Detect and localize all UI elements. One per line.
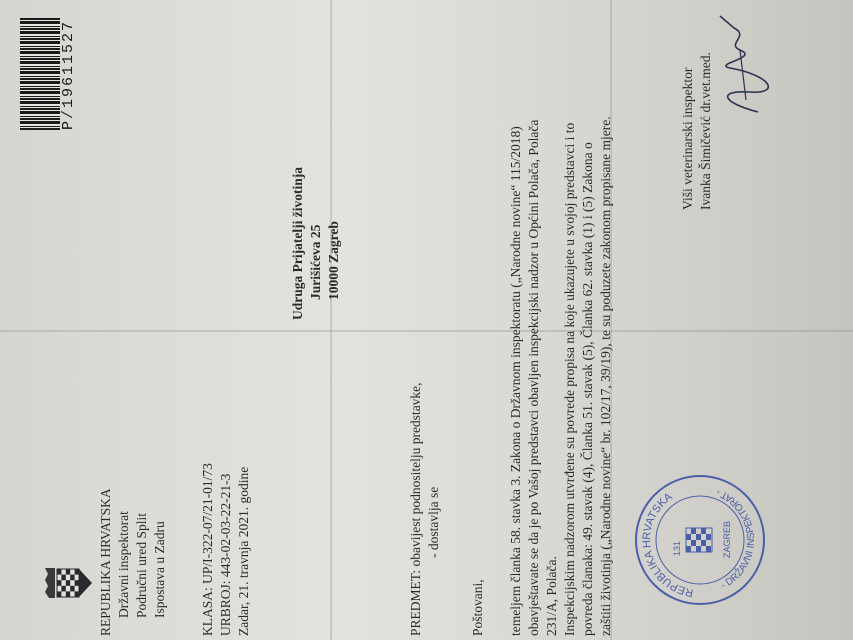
handwritten-signature — [700, 10, 780, 120]
official-stamp — [630, 470, 770, 610]
recipient-city: 10000 Zagreb — [326, 221, 341, 300]
greeting: Poštovani, — [470, 579, 485, 636]
recipient-name: Udruga Prijatelji životinja — [290, 167, 305, 320]
signatory-title: Viši veterinarski inspektor — [680, 67, 695, 210]
stamp-number: 131 — [672, 540, 682, 556]
header-branch: Ispostava u Zadru — [152, 521, 167, 618]
ref-date: Zadar, 21. travnja 2021. godine — [236, 466, 251, 636]
stamp-top-text: REPUBLIKA HRVATSKA — [640, 490, 695, 599]
barcode-number: P/19611527 — [60, 19, 77, 130]
subject-action: - dostavlja se — [426, 486, 441, 558]
stamp-bottom-text: - DRŽAVNI INSPEKTORAT - — [714, 486, 758, 592]
signatory-name: Ivanka Šimičević dr.vet.med. — [698, 52, 713, 210]
header-org: Državni inspektorat — [116, 511, 131, 618]
body-line: obavještavate se da je po Vašoj predstavci obavljen inspekcijski nadzor u Općini Polača, Polača — [526, 119, 541, 636]
recipient-street: Jurišićeva 25 — [308, 224, 323, 300]
body-line: zaštiti životinja („Narodne novine“ br. 102/17, 39/19), te su poduzete zakonom propisane mjere. — [598, 116, 613, 636]
header-office: Područni ured Split — [134, 513, 149, 618]
subject-line: PREDMET: obavijest podnositelju predstavke, — [408, 382, 423, 636]
barcode — [20, 18, 60, 130]
ref-urbroj: URBROJ: 443-02-03-22-21-3 — [218, 473, 233, 636]
body-line: 231/A, Polača. — [544, 556, 559, 636]
stamp-city: ZAGREB — [722, 520, 732, 558]
body-line: temeljem članka 58. stavka 3. Zakona o Državnom inspektoratu („Narodne novine“ 115/2018) — [508, 126, 523, 636]
coat-of-arms-icon — [45, 566, 93, 600]
body-line: Inspekcijskim nadzorom utvrđene su povrede propisa na koje ukazujete u svojoj predstavci i to — [562, 122, 577, 636]
header-country: REPUBLIKA HRVATSKA — [98, 488, 113, 636]
body-line: povreda članaka: 49. stavak (4), Članka 51. stavak (5), Članka 62. stavka (1) i (5) Zakona o — [580, 142, 595, 636]
ref-klasa: KLASA: UP/I-322-07/21-01/73 — [200, 463, 215, 636]
